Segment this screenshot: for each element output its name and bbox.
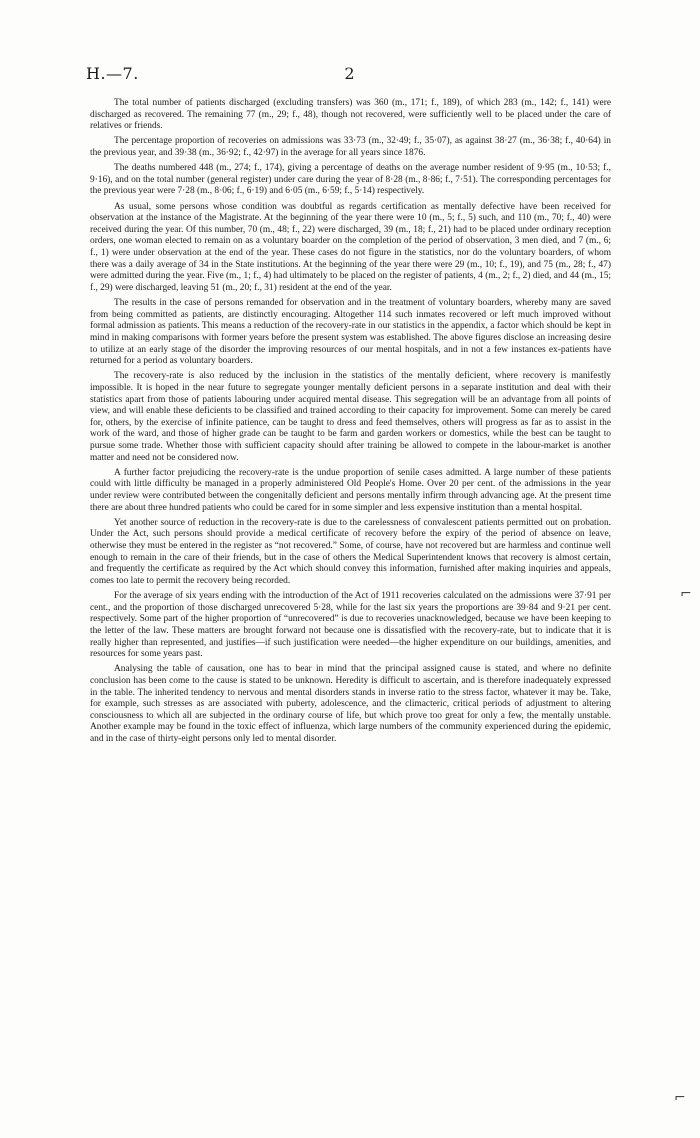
paragraph-six-year-average: For the average of six years ending with the introduction of the Act of 1911 recoveries calculated on the admissions were 37·91 per cent., and the proportion of those discharged unrecovered 5·28, while for the last six years the proportions are 39·84 and 9·21 per cent. respectively. Some part of the higher proportion of “unrecovered” is due to recoveries unacknowledged, because we have been keeping to the letter of the law. These matters are brought forward not because one is dissatisfied with the recovery-rate, but to indicate that it is really higher than represented, and justifies—if such justification were needed—the higher expenditure on our buildings, amenities, and resources for some years past. [90,591,611,660]
paragraph-mentally-deficient: The recovery-rate is also reduced by the inclusion in the statistics of the mentally deficient, where recovery is manifestly impossible. It is hoped in the near future to segregate younger mentally deficient persons in a separate institution and deal with their statistics apart from those of patients labouring under acquired mental disease. This segregation will be an advantage from all points of view, and will enable these deficients to be classified and trained according to their capacity for improvement. Some can merely be cared for, others, by the exercise of infinite patience, can be taught to dress and feed themselves, others will progress as far as to assist in the work of the ward, and those of higher grade can be taught to be farm and garden workers or domestics, while the best can be taught to pursue some trade. Whether those with sufficient capacity should after training be allowed to compete in the labour-market is another matter and need not be considered now. [90,371,611,463]
paragraph-deaths: The deaths numbered 448 (m., 274; f., 174), giving a percentage of deaths on the average number resident of 9·95 (m., 10·53; f., 9·16), and on the total number (general register) under care during the year of 8·28 (m., 8·86; f., 7·51). The corresponding percentages for the previous year were 7·28 (m., 8·06; f., 6·19) and 6·05 (m., 6·59; f., 5·14) respectively. [90,163,611,197]
margin-mark-icon: ⌐ [680,586,692,602]
paragraph-causation: Analysing the table of causation, one has to bear in mind that the principal assigned cause is stated, and where no definite conclusion has been come to the cause is stated to be unknown. Heredity is difficult to ascertain, and is therefore inadequately expressed in the table. The inherited tendency to nervous and mental disorders stands in inverse ratio to the stress factor, whatever it may be. Take, for example, such stresses as are associated with puberty, adolescence, and the climacteric, critical periods of adjustment to altering consciousness to which all are subjected in the ordinary course of life, but which prove too great for only a few, the mentally unstable. Another example may be found in the toxic effect of influenza, which large numbers of the community experienced during the epidemic, and in the case of thirty-eight persons only led to mental disorder. [90,664,611,744]
page-header [86,64,613,88]
page-number: 2 [344,64,355,83]
paragraph-voluntary-boarders: The results in the case of persons remanded for observation and in the treatment of voluntary boarders, whereby many are saved from being committed as patients, are distinctly encouraging. Altogether 114 such inmates recovered or left much improved without formal admission as patients. This means a reduction of the recovery-rate in our statistics in the appendix, a factor which should be kept in mind in making comparisons with former years before the present system was established. The above figures disclose an increasing desire to utilize at an early stage of the disorder the improving resources of our mental hospitals, and in not a few instances ex-patients have returned for a period as voluntary boarders. [90,298,611,367]
paragraph-senile-cases: A further factor prejudicing the recovery-rate is the undue proportion of senile cases admitted. A large number of these patients could with little difficulty be managed in a properly administered Old People's Home. Over 20 per cent. of the admissions in the year under review were contributed between the congenitally deficient and persons mentally infirm through advancing age. At the present time there are about three hundred patients who could be cared for in some simpler and less expensive institution than a mental hospital. [90,467,611,513]
corner-mark-icon: ⌐ [674,1090,686,1106]
paragraph-recovery-percentage: The percentage proportion of recoveries on admissions was 33·73 (m., 32·49; f., 35·07), as against 38·27 (m., 36·38; f., 40·64) in the previous year, and 39·38 (m., 36·92; f., 42·97) in the average for all years since 1876. [90,136,611,158]
body-text [90,98,611,749]
paragraph-discharges: The total number of patients discharged (excluding transfers) was 360 (m., 171; f., 189), of which 283 (m., 142; f., 141) were discharged as recovered. The remaining 77 (m., 29; f., 48), though not recovered, were sufficiently well to be placed under the care of relatives or friends. [90,98,611,132]
series-code: H.—7. [86,64,139,83]
paragraph-observation-cases: As usual, some persons whose condition was doubtful as regards certification as mentally defective have been received for observation at the instance of the Magistrate. At the beginning of the year there were 10 (m., 5; f., 5) such, and 110 (m., 70; f., 40) were received during the year. Of this number, 70 (m., 48; f., 22) were discharged, 39 (m., 18; f., 21) had to be placed under ordinary reception orders, one woman elected to remain on as a voluntary boarder on the completion of the period of observation, 3 men died, and 7 (m., 6; f., 1) were under observation at the end of the year. These cases do not figure in the statistics, nor do the voluntary boarders, of whom there was a daily average of 34 in the State institutions. At the beginning of the year there were 29 (m., 10; f., 19), and 75 (m., 28; f., 47) were admitted during the year. Five (m., 1; f., 4) had ultimately to be placed on the register of patients, 4 (m., 2; f., 2) died, and 44 (m., 15; f., 29) were discharged, leaving 51 (m., 20; f., 31) resident at the end of the year. [90,201,611,293]
paragraph-probation: Yet another source of reduction in the recovery-rate is due to the carelessness of convalescent patients permitted out on probation. Under the Act, such persons should provide a medical certificate of recovery before the expiry of the period of absence on leave, otherwise they must be entered in the register as “not recovered.” Some, of course, have not recovered but are harmless and continue well enough to remain in the care of their friends, but in the case of others the Medical Superintendent knows that recovery is almost certain, and frequently the certificate as required by the Act which should convey this information, furnished after making inquiries and appeals, comes too late to permit the recovery being recorded. [90,517,611,586]
